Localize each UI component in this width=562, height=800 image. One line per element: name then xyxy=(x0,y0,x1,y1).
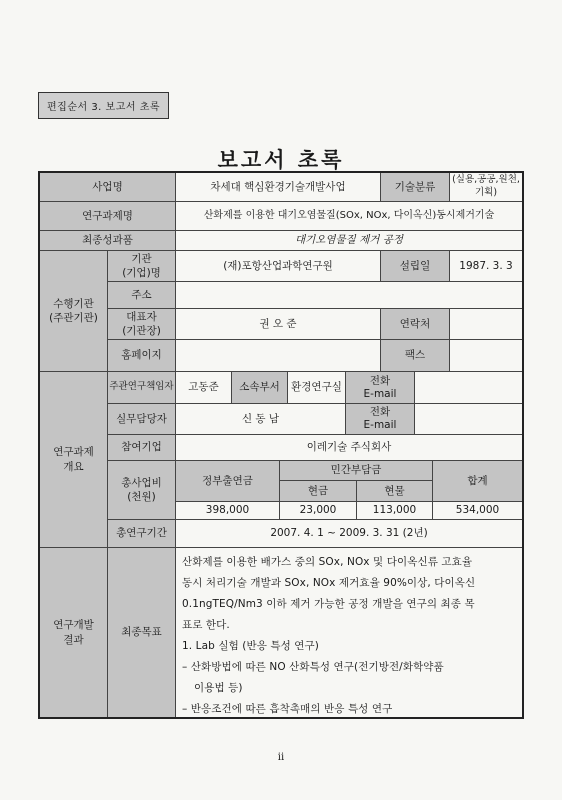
period-label: 총연구기간 xyxy=(108,520,176,548)
staff-value: 신 동 남 xyxy=(176,404,346,435)
total-value: 534,000 xyxy=(433,502,522,520)
project-value: 산화제를 이용한 대기오염물질(SOx, NOx, 다이옥신)동시제거기술 xyxy=(176,202,522,231)
participant-label: 참여기업 xyxy=(108,435,176,461)
cash-value: 23,000 xyxy=(280,502,357,520)
inkind-label: 현물 xyxy=(357,481,433,502)
gov-label: 정부출연금 xyxy=(176,461,280,502)
overview-group-label: 연구과제 개요 xyxy=(40,372,108,548)
goal-line: 1. Lab 실험 (반응 특성 연구) xyxy=(182,640,319,652)
participant-value: 이레기술 주식회사 xyxy=(176,435,522,461)
staff-label: 실무담당자 xyxy=(108,404,176,435)
homepage-label: 홈페이지 xyxy=(108,340,176,372)
tech-class-value: (실용,공공,원천,기획) xyxy=(450,173,522,202)
founded-label: 설립일 xyxy=(381,251,450,282)
summary-table xyxy=(38,171,524,719)
goal-text xyxy=(176,548,522,717)
business-value: 차세대 핵심환경기술개발사업 xyxy=(176,173,381,202)
dept-label: 소속부서 xyxy=(232,372,288,404)
goal-label: 최종목표 xyxy=(108,548,176,717)
period-value: 2007. 4. 1 ~ 2009. 3. 31 (2년) xyxy=(176,520,522,548)
rep-label: 대표자 (기관장) xyxy=(108,309,176,340)
goal-line: – 산화방법에 따른 NO 산화특성 연구(전기방전/화학약품 xyxy=(182,661,444,673)
page-title: 보고서 초록 xyxy=(217,148,345,172)
result-value: 대기오염물질 제거 공정 xyxy=(176,231,522,251)
homepage-value xyxy=(176,340,381,372)
goal-line: 이용법 등) xyxy=(194,682,243,694)
pi-label: 주관연구책임자 xyxy=(108,372,176,404)
org-name-value: (재)포항산업과학연구원 xyxy=(176,251,381,282)
goal-line: 동시 처리기술 개발과 SOx, NOx 제거효율 90%이상, 다이옥신 xyxy=(182,577,476,589)
goal-line: – 반응조건에 따른 흡착촉매의 반응 특성 연구 xyxy=(182,703,393,715)
fax-label: 팩스 xyxy=(381,340,450,372)
total-label: 합계 xyxy=(433,461,522,502)
rep-value: 권 오 준 xyxy=(176,309,381,340)
section-tag: 편집순서 3. 보고서 초록 xyxy=(38,92,169,119)
dev-group-label: 연구개발 결과 xyxy=(40,548,108,717)
page-number: ii xyxy=(277,752,285,763)
private-label: 민간부담금 xyxy=(280,461,433,481)
address-label: 주소 xyxy=(108,282,176,309)
founded-value: 1987. 3. 3 xyxy=(450,251,522,282)
fax-value xyxy=(450,340,522,372)
budget-label: 총사업비 (천원) xyxy=(108,461,176,520)
pi-value: 고동준 xyxy=(176,372,232,404)
address-value xyxy=(176,282,522,309)
pi-phone-email-label: 전화 E-mail xyxy=(346,372,415,404)
staff-phone-email-label: 전화 E-mail xyxy=(346,404,415,435)
dept-value: 환경연구실 xyxy=(288,372,346,404)
org-name-label: 기관 (기업)명 xyxy=(108,251,176,282)
contact-value xyxy=(450,309,522,340)
gov-value: 398,000 xyxy=(176,502,280,520)
goal-line: 산화제를 이용한 배가스 중의 SOx, NOx 및 다이옥신류 고효율 xyxy=(182,556,473,568)
inkind-value: 113,000 xyxy=(357,502,433,520)
result-label: 최종성과품 xyxy=(40,231,176,251)
org-group-label: 수행기관 (주관기관) xyxy=(40,251,108,372)
staff-phone-email-value xyxy=(415,404,522,435)
tech-class-label: 기술분류 xyxy=(381,173,450,202)
business-label: 사업명 xyxy=(40,173,176,202)
cash-label: 현금 xyxy=(280,481,357,502)
contact-label: 연락처 xyxy=(381,309,450,340)
goal-line: 0.1ngTEQ/Nm3 이하 제거 가능한 공정 개발을 연구의 최종 목 xyxy=(182,598,475,610)
goal-line: 표로 한다. xyxy=(182,619,230,631)
project-label: 연구과제명 xyxy=(40,202,176,231)
pi-phone-email-value xyxy=(415,372,522,404)
